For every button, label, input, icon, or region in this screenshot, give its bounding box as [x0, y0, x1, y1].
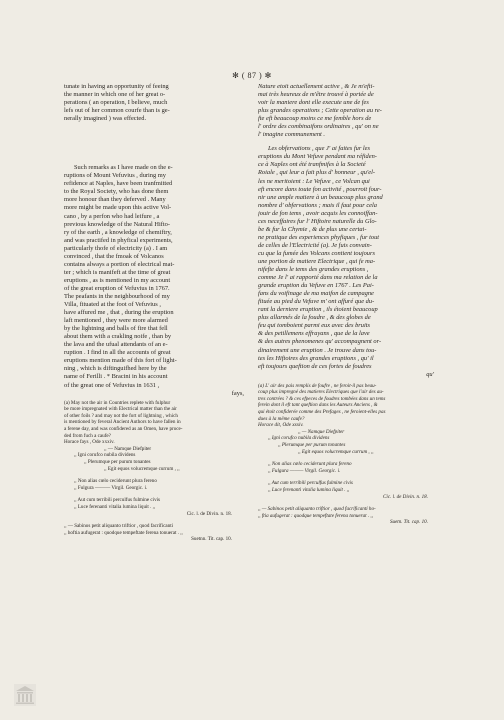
- text-line: The peafants in the neighbourhood of my: [64, 292, 170, 300]
- text-line: laft mentioned , they were more alarmed: [64, 317, 168, 325]
- horace-quote: [258, 429, 442, 455]
- text-line: ne pratique des experiences phyfiques , fur tout: [258, 233, 380, 241]
- text-line: feu qui tomboient parmi eux avec des bruits: [258, 322, 370, 330]
- text-line: the manner in which one of her great o-: [64, 91, 166, 99]
- suetonius-quote: [258, 506, 442, 526]
- text-line: convinced , that the fmoak of Volcanos: [64, 252, 164, 260]
- text-line: refidence at Naples, have been tranfmitted: [64, 180, 173, 188]
- quote-line: ,, Plerumque per purum tonantes: [278, 442, 346, 449]
- text-line: ce à Naples ont été tranfmifes à la Societé: [258, 161, 366, 169]
- french-paragraph-1: [258, 83, 442, 139]
- quote-line: ,, Fulgura ——— Virgil. Georgic. i.: [74, 484, 148, 491]
- text-line: Roiale , qui leur a fait plus d' honneur , qu'el-: [258, 169, 376, 177]
- text-line: particularly thofe of electricity (a) . I am: [64, 244, 168, 252]
- text-line: more might be made upon this active Vol-: [64, 204, 172, 212]
- text-line: Les obfervations , que J' ai faites fur les: [268, 145, 371, 153]
- text-line: fans du voifinage de ma maifon de campagne: [258, 290, 374, 298]
- quote-line: ,, Egit equos volucremque currum , ,,: [104, 465, 180, 472]
- text-line: & des petillemens effrayans , que de la lave: [258, 330, 370, 338]
- quote-source: Suetnn. Tit. cap. 10.: [191, 536, 232, 543]
- footnote-line: tres contrées ? & ces efpeces de foudres tombées dans un tems: [258, 395, 386, 402]
- text-line: ces neceffaires fur l' Hiftoire naturelle du Glo-: [258, 217, 377, 225]
- text-line: ning , which is diftinguifhed here by the: [64, 365, 167, 373]
- text-line: une portion de matiere Electrique , qui fe ma-: [258, 257, 376, 265]
- text-line: eruptions du Mont Vefuve pendant ma réfiden-: [258, 153, 377, 161]
- quote-line: ,, Plerumque per purum tonantes: [84, 458, 151, 465]
- quote-line: ,, Igni corufco nubila dividens: [74, 452, 136, 459]
- quote-line: ,, — Namque Diefpiter: [104, 445, 152, 452]
- text-line: Villa, fituated at the foot of Vefuvius ,: [64, 301, 161, 309]
- english-footnote: [64, 400, 246, 543]
- text-line: eft toujours queftion de ces fortes de foudres: [258, 362, 372, 370]
- quote-line: ,, — Sabinos petit aliquanto triftior , quod facrificanti ho-: [258, 506, 376, 513]
- footnote-line: (a) May not the air in Countries replete with fulphur: [64, 399, 171, 406]
- english-paragraph-2: [64, 164, 246, 397]
- quote-line: ,, Non alias cœlo ceciderunt plura fereno: [268, 461, 352, 468]
- quote-line: ,, hoftia aufugerat : quodque tempeftate ferena tonuerat . ,,: [64, 529, 183, 536]
- text-line: ruption . I find in all the accounts of great: [64, 349, 171, 357]
- text-line: name of Ferilli . * Bracini in his account: [64, 373, 168, 381]
- text-line: dinairement une eruption . Je trouve dans tou-: [258, 346, 377, 354]
- quote-source: Suetn. Tit. cap. 10.: [389, 519, 428, 526]
- footnote-line: be more impregnated with Electrical matter than the air: [64, 406, 177, 413]
- text-line: les ne meritoient : Le Vefuve , ce Volcan qui: [258, 177, 370, 185]
- text-line: plus allarmés de la foudre , & des globes de: [258, 314, 371, 322]
- text-line: Such remarks as I have made on the e-: [74, 164, 173, 172]
- quote-line: ,, Non alias cœlo ceciderunt plura fereno: [74, 478, 157, 485]
- text-line: l' ordre des combinaifons ordinaires , qu' on ne: [258, 123, 379, 131]
- quote-line: ,, Egit equos volucremque currum , ,,: [298, 448, 374, 455]
- quote-source: Cic. l. de Divin. n. 18.: [383, 493, 428, 500]
- building-logo-icon: [14, 684, 36, 706]
- text-line: ter ; which is manifeft at the time of great: [64, 268, 171, 276]
- text-line: cano , by a perfon who had leifure , a: [64, 212, 160, 220]
- text-line: to the Royal Society, who has done them: [64, 188, 169, 196]
- text-line: fte eft beaucoup moins ce me femble hors de: [258, 115, 372, 123]
- quote-line: ,, Aut cum terribili perculfus fulmine civis: [268, 480, 353, 487]
- cicero-quote: [258, 480, 442, 500]
- suetonius-quote: [64, 523, 246, 543]
- footnote-line: of other foils ? and may not the fort of lightning , which: [64, 412, 178, 419]
- text-line: contains always a portion of electrical mat-: [64, 260, 175, 268]
- text-line: rant la derniere eruption , ils étoient beaucoup: [258, 306, 378, 314]
- text-line: Nature etoit actuellement active , & Je m'efti-: [258, 83, 375, 90]
- virgil-quote: [64, 478, 246, 491]
- quote-line: ,, Aut cum terribili perculfus fulmine civis: [74, 497, 161, 504]
- quote-line: ,, Luce ferenanti vitalia lumina liquit . ,,: [74, 503, 156, 510]
- virgil-quote: [258, 461, 442, 474]
- cicero-quote: [64, 497, 246, 517]
- text-line: ruptions of Mount Vefuvius , during my: [64, 172, 166, 180]
- french-footnote: [258, 383, 442, 526]
- catchword: qu': [426, 370, 434, 378]
- text-line: be & fur la Chymie , & de plus une certai-: [258, 225, 367, 233]
- footnote-line: a ferene day, and was confidered as an Omen, have proce-: [64, 425, 183, 432]
- footnote-line: ded from fuch a caufe?: [64, 432, 111, 439]
- quote-line: ,, ftia aufugerat : quodque tempeftate ferena tonuerat . ,,: [258, 512, 373, 519]
- text-line: of the great eruption of Vefuvius in 1767.: [64, 284, 170, 292]
- text-line: nerally imagined ) was effected.: [64, 115, 147, 123]
- footnote-line: qui étoit confiderée comme des Prefages , ne feroient-elles pas: [258, 409, 386, 416]
- text-line: mai très heureux de m'être trouvé à portée de: [258, 91, 374, 99]
- text-line: voir la maniere dont elle execute une de fes: [258, 99, 369, 107]
- text-line: have affured me , that , during the eruption: [64, 309, 174, 317]
- footnote-line: dues à la même caufe?: [258, 415, 305, 422]
- text-line: plus grandes operations ; Cette operation au re-: [258, 107, 382, 115]
- quote-line: ,, — Sabinos petit aliquanto triftior , quod facrificanti: [64, 523, 174, 530]
- text-line: and was practifed in phyfical experiments,: [64, 236, 173, 244]
- catchword: fays,: [231, 389, 244, 397]
- text-line: about them with a crakling noife , than by: [64, 333, 172, 341]
- footnote-line: (a) L' air des pais remplis de foufre , ne feroit-il pas beau-: [258, 382, 377, 389]
- text-line: the lava and the ufual attendants of an e-: [64, 341, 168, 349]
- text-line: fituée au pied du Vefuve m' ont affuré que du-: [258, 298, 375, 306]
- quote-line: ,, Fulgura ——— Virgil. Georgic. i.: [268, 467, 341, 474]
- text-line: previous knowledge of the Natural Hifto-: [64, 220, 170, 228]
- text-line: eruptions , as is mentioned in my account: [64, 276, 171, 284]
- footnote-line: ferein dont il eft tant queftion dans les Auteurs Anciens , &: [258, 402, 378, 409]
- text-line: comme Je l' ai rapporté dans ma relation de la: [258, 274, 378, 282]
- text-line: more honour than they deferved . Many: [64, 196, 166, 204]
- text-line: by the lightning and balls of fire that fell: [64, 325, 168, 333]
- horace-quote: [64, 446, 246, 472]
- text-line: jouir de fon tems , avoir acquis les connoiffan-: [258, 209, 378, 217]
- text-line: & des autres phenomenes qu' accompagnent or-: [258, 338, 382, 346]
- quote-line: ,, — Namque Diefpiter: [298, 428, 345, 435]
- text-line: cu que la fumée des Volcans contient toujours: [258, 249, 375, 257]
- text-line: nifefte dans le tems des grandes eruptions ,: [258, 266, 369, 274]
- text-line: tunate in having an opportunity of feeing: [64, 83, 169, 90]
- footnote-line: coup plus impregné des matieres Electriques que l'air des au-: [258, 389, 384, 396]
- page-number: ✻ ( 87 ) ✻: [232, 71, 272, 80]
- french-column: [258, 83, 442, 526]
- text-line: tes les Hiftoires des grandes eruptions , qu' il: [258, 354, 374, 362]
- text-line: lefs out of her common courfe than is ge-: [64, 107, 170, 115]
- english-paragraph-1: [64, 83, 246, 123]
- english-column: [64, 83, 246, 543]
- text-line: nir une ample matiere à un beaucoup plus grand: [258, 193, 383, 201]
- footnote-line: Horace dit, Ode xxxiv.: [258, 422, 304, 429]
- text-line: l' imagine communement .: [258, 131, 326, 139]
- text-line: perations ( an operation, I believe, much: [64, 99, 168, 107]
- text-line: ry of the earth , a knowledge of chemiftry,: [64, 228, 172, 236]
- french-paragraph-2: [258, 145, 442, 378]
- quote-line: ,, Luce ferenanti vitalia lumina liquit . ,,: [268, 487, 350, 493]
- text-line: de celles de l'Electricité (a). Je fuis convain-: [258, 241, 372, 249]
- text-line: eruptions mention made of this fort of light-: [64, 357, 177, 365]
- quote-source: Cic. l. de Divin. n. 18.: [186, 510, 232, 517]
- quote-line: ,, Igni corufco nubila dividens: [268, 435, 330, 442]
- text-line: eft encore dans toute fon activité , pourroit four-: [258, 185, 382, 193]
- footnote-line: Horace fays , Ode xxxiv.: [64, 439, 115, 446]
- text-line: of the great one of Vefuvius in 1631 ,: [64, 381, 160, 389]
- text-line: nombre d' obfervations ; mais il faut pour cela: [258, 201, 377, 209]
- footnote-line: is mentioned by feveral Ancient Authors to have fallen in: [64, 419, 181, 426]
- text-line: grande eruption du Vefuve en 1767 . Les Pai-: [258, 282, 374, 290]
